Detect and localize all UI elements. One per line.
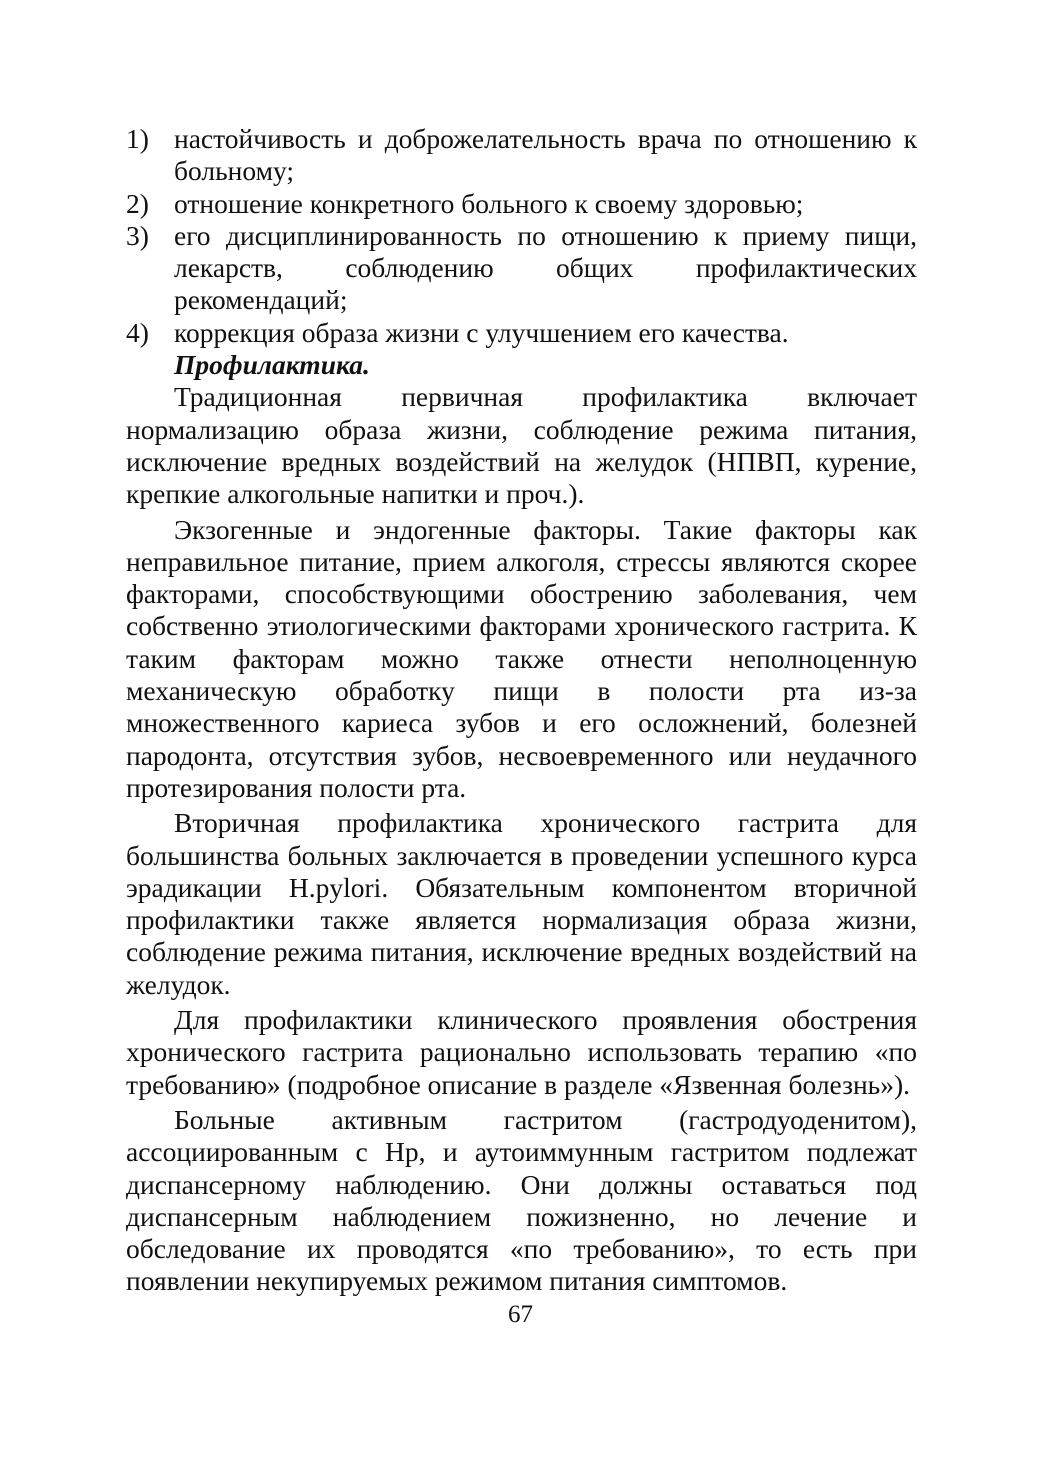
list-item-text: его дисциплинированность по отношению к приему пищи, лекарств, соблюдению общих профилактических рекомендаций; (174, 219, 917, 316)
paragraph: Больные активным гастритом (гастродуоденитом), ассоциированным с Нр, и аутоиммунным гастритом подлежат диспансерному наблюдению. Они должны оставаться под диспансерным наблюдением пожизненно, но лечение и обследование их проводятся «по требованию», то есть при появлении некупируемых режимом питания симптомов. (126, 1103, 917, 1297)
paragraph: Для профилактики клинического проявления обострения хронического гастрита рационально использовать терапию «по требованию» (подробное описание в разделе «Язвенная болезнь»). (126, 1004, 917, 1100)
list-item (126, 188, 917, 220)
list-item (126, 123, 917, 188)
numbered-list (126, 123, 917, 349)
paragraph: Экзогенные и эндогенные факторы. Такие факторы как неправильное питание, прием алкоголя, стрессы являются скорее факторами, способствующими обострению заболевания, чем собственно этиологическими факторами хронического гастрита. К таким факторам можно также отнести неполноценную механическую обработку пищи в полости рта из-за множественного кариеса зубов и его осложнений, болезней пародонта, отсутствия зубов, несвоевременного или неудачного протезирования полости рта. (126, 513, 917, 803)
section-heading: Профилактика. (174, 349, 370, 381)
list-item (126, 317, 917, 349)
list-item-text: отношение конкретного больного к своему здоровью; (174, 187, 804, 219)
list-item (126, 220, 917, 317)
list-item-number: 2) (126, 187, 149, 219)
list-item-number: 4) (126, 316, 149, 348)
page-body (126, 123, 917, 1298)
list-item-number: 3) (126, 219, 149, 251)
list-item-text: настойчивость и доброжелательность врача по отношению к больному; (174, 123, 917, 187)
paragraph: Вторичная профилактика хронического гастрита для большинства больных заключается в проведении успешного курса эрадикации H.pylori. Обязательным компонентом вторичной профилактики также является нормализация образа жизни, соблюдение режима питания, исключение вредных воздействий на желудок. (126, 807, 917, 1000)
page-number: 67 (508, 1301, 533, 1328)
paragraph: Традиционная первичная профилактика включает нормализацию образа жизни, соблюдение режима питания, исключение вредных воздействий на желудок (НПВП, курение, крепкие алкогольные напитки и проч.). (126, 381, 917, 510)
list-item-number: 1) (126, 123, 149, 154)
list-item-text: коррекция образа жизни с улучшением его качества. (174, 316, 789, 348)
